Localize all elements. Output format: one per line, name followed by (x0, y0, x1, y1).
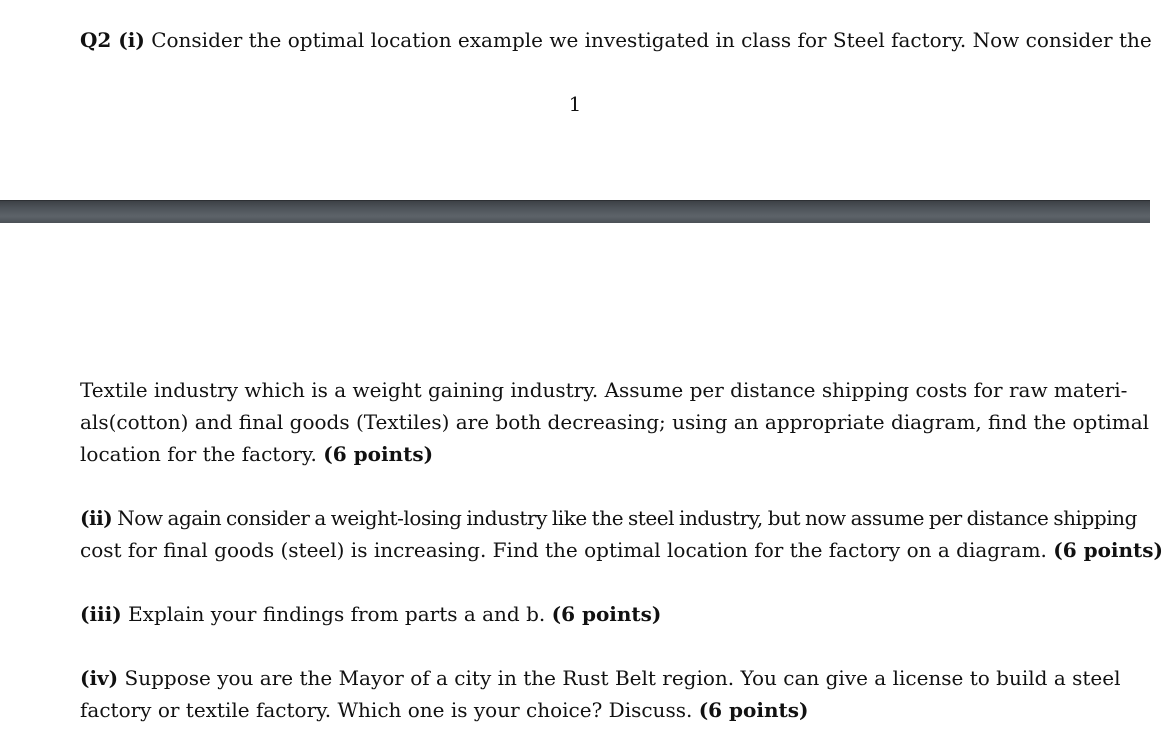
part-ii-text-1: Now again consider a weight-losing industry like the steel industry, but now assume per distance shipping (117, 506, 1137, 530)
page-number: 1 (568, 92, 582, 116)
part-i-line-3 (80, 438, 1078, 470)
part-iii-points: (6 points) (551, 602, 662, 626)
part-i-text-end: location for the factory. (80, 442, 317, 466)
page-separator (0, 200, 1150, 223)
part-iv-line-1 (80, 662, 1121, 694)
q2-label: Q2 (i) (80, 28, 145, 52)
part-ii-line-1 (80, 502, 1137, 534)
part-ii-text-2: cost for final goods (steel) is increasing. Find the optimal location for the factory on a diagram. (80, 538, 1047, 562)
part-iii-line (80, 598, 1078, 630)
part-iv-text-2: factory or textile factory. Which one is your choice? Discuss. (80, 698, 693, 722)
document-page-1 (0, 0, 1150, 200)
part-i-line-1: Textile industry which is a weight gaining industry. Assume per distance shipping costs for raw materi- (80, 378, 1128, 402)
q2-first-line (80, 24, 1152, 56)
part-iv-label: (iv) (80, 666, 119, 690)
part-i-points: (6 points) (323, 442, 434, 466)
part-iii-label: (iii) (80, 602, 122, 626)
q2-text: Consider the optimal location example we investigated in class for Steel factory. Now consider the (151, 28, 1152, 52)
part-iv-points: (6 points) (698, 698, 809, 722)
part-iv-line-2 (80, 694, 1078, 726)
part-ii-label: (ii) (80, 506, 113, 530)
part-iv-text-1: Suppose you are the Mayor of a city in the Rust Belt region. You can give a license to build a steel (124, 666, 1121, 690)
part-ii-line-2 (80, 534, 1163, 566)
part-i-line-2: als(cotton) and final goods (Textiles) are both decreasing; using an appropriate diagram, find the optimal (80, 410, 1150, 434)
part-iii-text: Explain your findings from parts a and b. (128, 602, 546, 626)
part-ii-points: (6 points) (1053, 538, 1163, 562)
